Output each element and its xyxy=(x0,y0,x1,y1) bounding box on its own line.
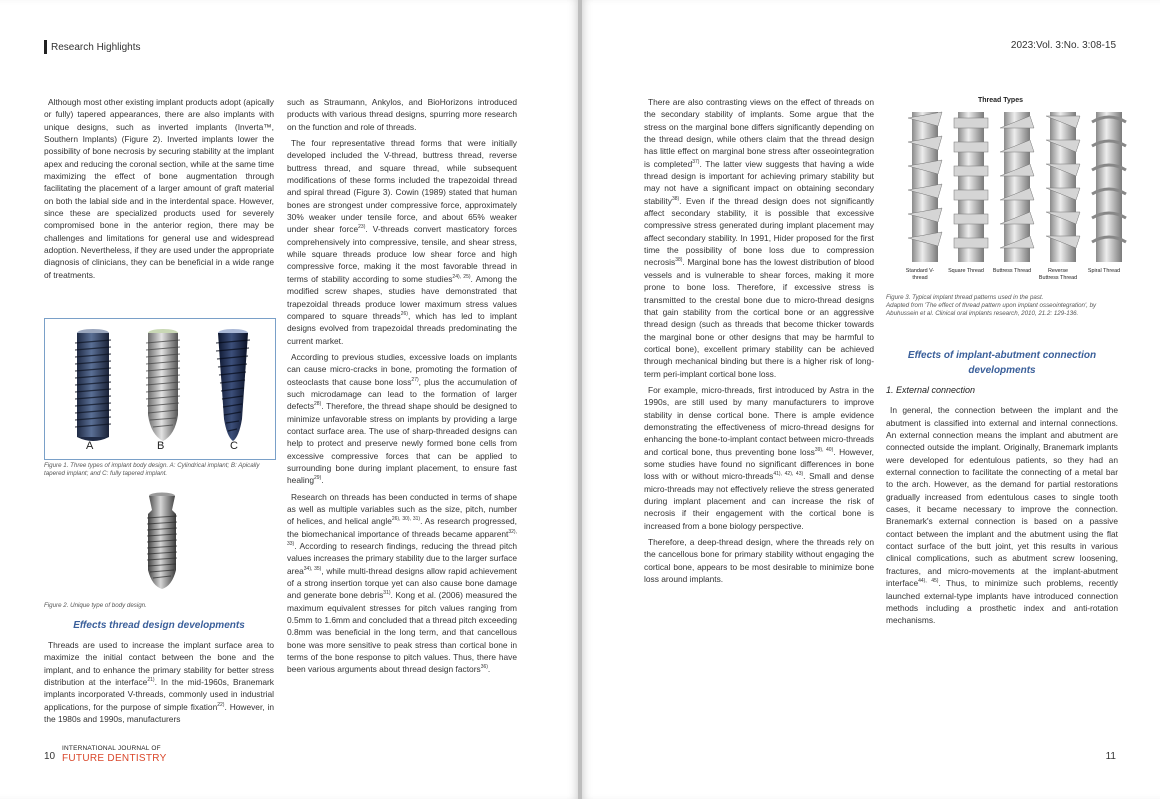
paragraph-inverted-implants: Although most other existing implant products adopt (apically or fully) tapered appearances, there are also implants with unique designs, such as inverted implants (Inverta™, Southern Implants) (Figure 2). Inverted implants lower the possibility of bone necrosis by securing stability at the implant apex and reducing the coronal section, while at the same time maximizing the effect of bone augmentation through facilitating the placement of a larger amount of graft material on both the labial side and in the interdental space. However, since these are specialized products used for severely compromised bone in the anterior region, there may be challenges and limitations for general use and widespread adoption. Nevertheless, if they are used under the appropriate diagnosis of clinicians, they can be beneficial in a wide range of treatments. xyxy=(44,97,274,280)
right-column-1 xyxy=(644,96,874,589)
thread-square xyxy=(954,112,988,262)
heading-thread-design: Effects thread design developments xyxy=(73,620,245,631)
left-column-2 xyxy=(287,96,517,680)
implant-c-fully-tapered xyxy=(216,329,250,441)
figure-1-implants-image xyxy=(45,319,275,459)
thread-spiral xyxy=(1092,112,1126,262)
paragraph-external-connection: In general, the connection between the implant and the abutment is classified into external and internal connections. An external connection means the implant and abutment are connected outside the implant. Originally, Branemark implants were developed for edentulous patients, so they had an external connection to facilitate the connecting of a metal bar to the arch. However, as the demand for partial restorations gradually increased from edentulous cases to single tooth cases, it became necessary to improve the connection. Branemark's external connection is based on a passive contact between the implant and the abutment using the flat contact surface of the butt joint, yet this results in various clinical complications, such as abutment screw loosening, fractures, and micro-movements at the implant-abutment interface$^{44), 45)}$. Thus, to minimize such problems, recently launched external-type implants have introduced connection methods including a prosthetic index and anti-rotation mechanisms. xyxy=(886,405,1118,626)
page-number-right: 11 xyxy=(1105,751,1116,762)
thread-label-reverse-buttress: Reverse Buttress Thread xyxy=(1038,268,1078,281)
figure-3-title: Thread Types xyxy=(978,97,1023,104)
paragraph-threads-intro: Threads are used to increase the implant surface area to maximize the initial contact between the bone and the implant, and to enhance the primary stability for better stress distribution at the interface$^{21)}$. In the mid-1960s, Branemark implants incorporated V-threads, commonly used in industrial applications, for the purpose of simple fixation$^{22)}$. However, in the 1980s and 1990s, manufacturers xyxy=(44,640,274,725)
thread-label-v: Standard V-thread xyxy=(905,268,935,281)
figure-1-label-a: A xyxy=(86,440,94,452)
header-bar xyxy=(44,40,47,54)
figure-1-label-c: C xyxy=(230,440,238,452)
figure-1-caption: Figure 1. Three types of implant body design. A: Cylindrical implant; B: Apically tapered implant; and C: fully tapered implant. xyxy=(44,462,260,477)
figure-3-caption xyxy=(886,294,1122,318)
thread-v xyxy=(908,112,942,262)
figure-2-inverted-implant-image xyxy=(132,490,192,590)
left-column-1 xyxy=(44,96,274,285)
figure-1-label-b: B xyxy=(157,440,165,452)
left-page xyxy=(0,0,578,799)
figure-3-caption-line2: Adapted from 'The effect of thread pattern upon implant osseointegration', by Abuhussein et al. Clinical oral implants research, 2010, 21.2: 129-136. xyxy=(886,302,1097,317)
figure-1-box xyxy=(44,318,276,460)
journal-name-line1: INTERNATIONAL JOURNAL OF xyxy=(62,745,161,752)
page-number-left: 10 xyxy=(44,751,56,762)
right-column-2 xyxy=(886,346,1118,631)
section-label: Research Highlights xyxy=(51,41,141,53)
thread-reverse-buttress xyxy=(1046,112,1080,262)
thread-label-buttress: Buttress Thread xyxy=(992,268,1032,274)
paragraph-secondary-stability: There are also contrasting views on the effect of threads on the secondary stability of implants. Some argue that the stress on the marginal bone differs significantly depending on the thread design, while others claim that the thread design has little effect on marginal bone stress after osseointegration is completed$^{37)}$. The latter view suggests that having a wide thread design is important for achieving primary stability but may not have a significant impact on obtaining secondary stability$^{38)}$. Even if the thread design does not significantly affect secondary stability, it is possible that excessive compressive stress generated during implant placement may affect secondary stability. In 1991, Hider proposed for the first time the possibility of bone loss due to compression necrosis$^{38)}$. Marginal bone has the lowest distribution of blood vessels and is vulnerable to shear forces, making it more prone to bone loss. Therefore, if excessive stress is transmitted to the crestal bone due to micro-thread designs that gain stability from the cortical bone or an aggressive thread design (such as threads that become thicker towards the marginal bone or other designs that may be harmful to cortical bone), excellent primary stability can be achieved through mechanical binding but there is a higher risk of long-term peri-implant cortical bone loss. xyxy=(644,97,874,379)
right-page xyxy=(582,0,1160,799)
implant-a-cylindrical xyxy=(75,329,111,441)
heading-abutment-connection: Effects of implant-abutment connection developments xyxy=(907,350,1097,376)
paragraph-thread-forms: The four representative thread forms that were initially developed included the V-thread, buttress thread, reverse buttress thread, and square thread, while subsequent modifications of these forms included the trapezoidal thread and spiral thread (Figure 3). Cowin (1989) stated that human bones are strongest under compressive force, approximately 30% weaker under tensile force, and about 65% weaker under shear force$^{23)}$. V-threads convert masticatory forces comprehensively into compressive, tensile, and shear stress, while square threads produce low shear force and high compressive force, making it the most favorable thread in terms of stability according to some studies$^{24), 25)}$. Among the modified screw shapes, studies have demonstrated that trapezoidal threads produce lower maximum stress values compared to square threads$^{26)}$, which has led to implant designs evolved from trapezoidal threads predominating the current market. xyxy=(287,138,518,346)
implant-b-apically-tapered xyxy=(146,329,180,441)
thread-label-spiral: Spiral Thread xyxy=(1087,268,1121,274)
left-column-1-lower xyxy=(44,616,274,729)
running-head-left xyxy=(44,40,141,54)
journal-name-line2: FUTURE DENTISTRY xyxy=(62,753,167,764)
paragraph-excessive-loads: According to previous studies, excessive loads on implants can cause micro-cracks in bone, promoting the formation of osteoclasts that cause bone loss$^{27)}$, plus the accumulation of such microdamage can lead to the formation of larger defects$^{28)}$. Therefore, the thread shape should be designed to minimize unfavorable stress on implants by providing a large contact surface area. The use of sharp-threaded designs can help to protect and preserve newly formed bone cells from excessive compressive forces that can be applied to surrounding bone during implant placement, to ensure fast healing$^{29)}$. xyxy=(287,351,517,486)
running-head-right: 2023:Vol. 3:No. 3:08-15 xyxy=(1010,40,1116,51)
figure-3-thread-types-image xyxy=(902,108,1132,268)
thread-label-square: Square Thread xyxy=(948,268,984,274)
paragraph-thread-research: Research on threads has been conducted in terms of shape as well as multiple variables such as the size, pitch, number of helices, and helical angle$^{26), 30), 31)}$. As research progressed, the biomechanical importance of threads became apparent$^{32), 33)}$. According to research findings, reducing the thread pitch values increases the primary stability due to the larger surface area$^{34), 35)}$, while multi-thread designs allow rapid achievement of a strong insertion torque yet can also cause bone damage and generate bone debris$^{31)}$. Kong et al. (2006) measured the maximum equivalent stresses for pitch values ranging from 0.5mm to 1.6mm and concluded that a thread pitch exceeding 0.8mm was beneficial in the long term, and that cancellous bone was more sensitive to peak stress than cortical bone in terms of the bone response to pitch values. Thus, there have been various arguments about thread design factors$^{36)}$. xyxy=(287,491,518,675)
figure-3-caption-line1: Figure 3. Typical implant thread patterns used in the past. xyxy=(886,294,1044,301)
subheading-external-connection: 1. External connection xyxy=(886,385,976,395)
journal-name xyxy=(62,744,167,764)
paragraph-micro-threads: For example, micro-threads, first introduced by Astra in the 1990s, are still used by many manufacturers to improve stability in dense cortical bone. There is ample evidence demonstrating the effectiveness of micro-thread designs for enhancing the bone-to-implant contact between micro-threads and cortical bone, thus preventing bone loss$^{39), 40)}$. However, some studies have found no significant differences in bone loss with or without micro-threads$^{41), 42), 43)}$. Small and dense micro-threads may not effectively relieve the stress generated during implant placement and can increase the risk of necrosis if their engagement with the cortical bone is increased from a bone biology perspective. xyxy=(644,384,874,531)
paragraph-deep-thread: Therefore, a deep-thread design, where the threads rely on the cancellous bone for primary stability without engaging the cortical bone, appears to be most desirable to minimize bone loss around implants. xyxy=(644,537,874,585)
thread-buttress xyxy=(1000,112,1034,262)
paragraph-manufacturers: such as Straumann, Ankylos, and BioHorizons introduced products with various thread designs, spurring more research on the function and role of threads. xyxy=(287,97,517,132)
figure-2-caption: Figure 2. Unique type of body design. xyxy=(44,602,147,609)
